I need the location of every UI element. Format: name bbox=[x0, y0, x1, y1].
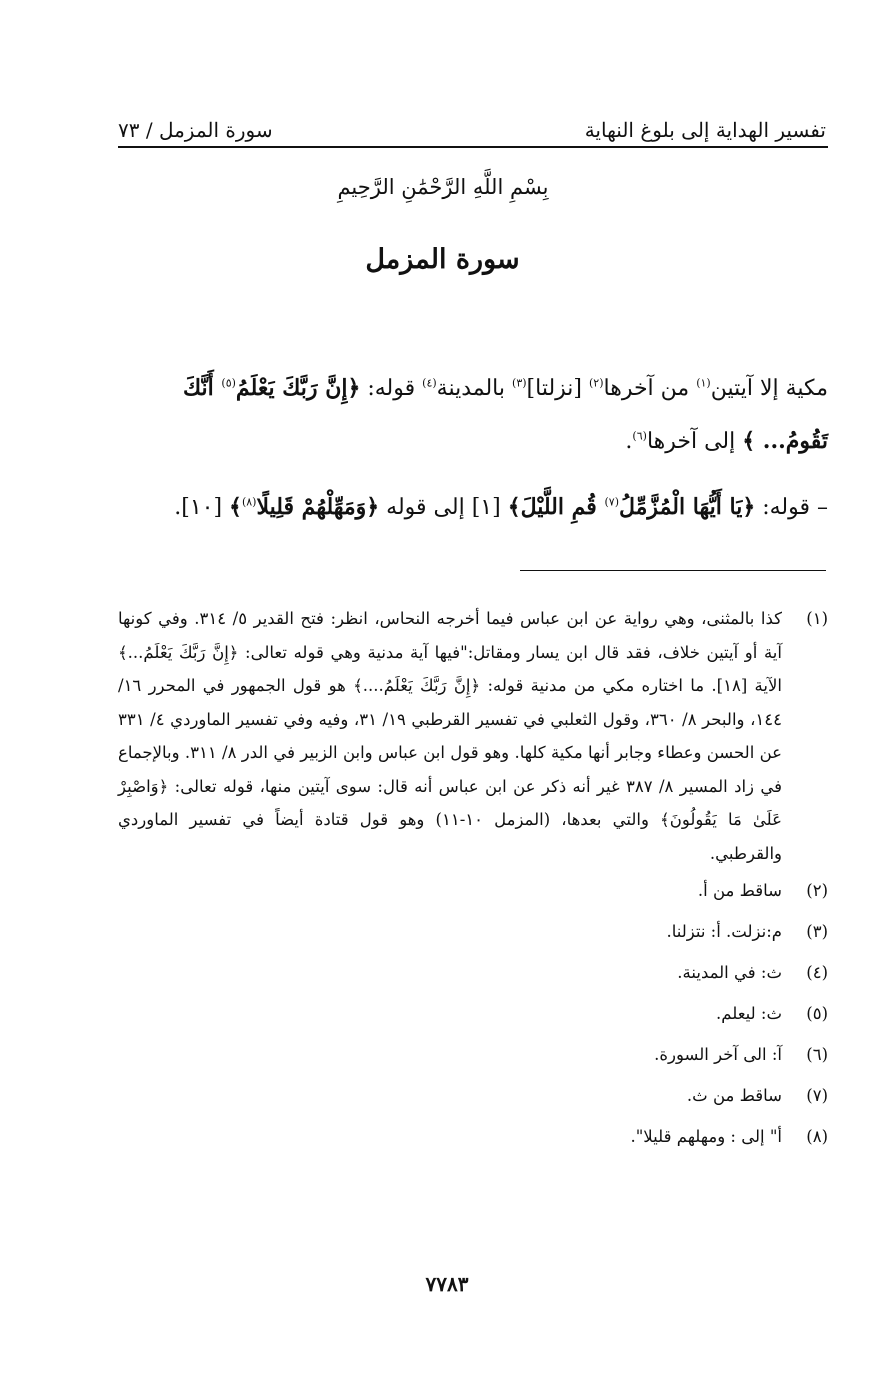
quran-quote: ﴿إِنَّ رَبَّكَ يَعْلَمُ bbox=[235, 375, 361, 401]
footnote-number: (٤) bbox=[806, 963, 828, 982]
footnote-marker: (٦) bbox=[632, 429, 647, 443]
footnote-marker: (٣) bbox=[512, 376, 527, 390]
footnote-text: ساقط من ث. bbox=[686, 1086, 782, 1105]
footnotes bbox=[118, 602, 828, 1157]
footnote-text: آ: الى آخر السورة. bbox=[654, 1045, 782, 1064]
footnote-text: كذا بالمثنى، وهي رواية عن ابن عباس فيما أخرجه النحاس، انظر: فتح القدير ٥/ ٣١٤. وفي كونها آية أو آيتين خلاف، فقد قال ابن يسار ومقاتل:"فيها آية مدنية وهي قوله تعالى: ﴿إِنَّ رَبَّكَ يَعْلَمُ...﴾ الآية [١٨]. ما اختاره مكي من مدنية قوله: ﴿إِنَّ رَبَّكَ يَعْلَمُ....﴾ هو قول الجمهور في المحرر ١٦/ ١٤٤، والبحر ٨/ ٣٦٠، وقول الثعلبي في تفسير القرطبي ١٩/ ٣١، وفيه وفي تفسير الماوردي ٤/ ٣٣١ عن الحسن وعطاء وجابر أنها مكية كلها. وهو قول ابن عباس وابن الزبير في الدر ٨/ ٣١١. وبالإجماع في زاد المسير ٨/ ٣٨٧ غير أنه ذكر عن ابن عباس أنه قال: سوى آيتين منها، قوله تعالى: ﴿وَاصْبِرْ عَلَىٰ مَا يَقُولُونَ﴾ والتي بعدها، (المزمل ١٠-١١) وهو قول قتادة أيضاً في تفسير الماوردي والقرطبي. bbox=[118, 609, 783, 863]
verse-range-text: [١] إلى قوله bbox=[379, 495, 508, 520]
intro-paragraph bbox=[118, 362, 828, 468]
intro-text: إلى آخرها bbox=[646, 429, 743, 454]
footnote-number: (٧) bbox=[806, 1086, 828, 1105]
footnote-marker: (٨) bbox=[241, 495, 257, 509]
footnote-text: ث: في المدينة. bbox=[677, 963, 782, 982]
running-head bbox=[118, 108, 826, 142]
verse-range-text: – قوله: bbox=[755, 495, 828, 520]
intro-text: . bbox=[625, 429, 633, 454]
book-title: تفسير الهداية إلى بلوغ النهاية bbox=[584, 118, 826, 142]
intro-text: بالمدينة bbox=[436, 376, 513, 401]
footnote-item bbox=[118, 1034, 828, 1075]
intro-text: قوله: bbox=[360, 376, 423, 401]
footnote-item bbox=[118, 1075, 828, 1116]
footnote-marker: (٧) bbox=[604, 495, 619, 509]
footnote-item bbox=[118, 870, 828, 911]
intro-text: مكية إلا آيتين bbox=[710, 376, 828, 401]
page-number: ٧٧٨٣ bbox=[425, 1272, 469, 1296]
footnote-divider bbox=[520, 570, 826, 571]
intro-text: [نزلتا] bbox=[526, 376, 589, 401]
footnote-text: أ" إلى : ومهلهم قليلا". bbox=[630, 1127, 782, 1146]
footnote-number: (١) bbox=[806, 609, 828, 628]
footnote-marker: (٥) bbox=[221, 376, 236, 390]
surah-page-label: سورة المزمل / ٧٣ bbox=[118, 118, 273, 142]
footnote-item bbox=[118, 952, 828, 993]
footnote-text: ساقط من أ. bbox=[697, 881, 782, 900]
footnote-number: (٥) bbox=[806, 1004, 828, 1023]
verse-range-line bbox=[118, 485, 828, 530]
basmala: بِسْمِ اللَّهِ الرَّحْمَٰنِ الرَّحِيمِ bbox=[337, 175, 549, 199]
intro-text: من آخرها bbox=[603, 376, 697, 401]
quran-quote: أَنَّكَ تَقُومُ... ﴾ bbox=[182, 375, 828, 454]
quran-quote: قُمِ اللَّيْلَ﴾ bbox=[507, 494, 605, 520]
footnote-text: م:نزلت. أ: نتزلنا. bbox=[666, 922, 782, 941]
footnote-marker: (٢) bbox=[589, 376, 604, 390]
footnote-marker: (١) bbox=[696, 376, 711, 390]
verse-range-text: [١٠]. bbox=[174, 495, 230, 520]
footnote-item bbox=[118, 602, 828, 870]
quran-quote: ﴾ bbox=[229, 494, 242, 520]
footnote-number: (٦) bbox=[806, 1045, 828, 1064]
footnote-text: ث: ليعلم. bbox=[716, 1004, 782, 1023]
surah-title: سورة المزمل bbox=[365, 244, 520, 275]
header-divider bbox=[118, 146, 828, 148]
quran-quote: ﴿وَمَهِّلْهُمْ قَلِيلًا bbox=[256, 494, 380, 520]
footnote-number: (٨) bbox=[806, 1127, 828, 1146]
footnote-number: (٣) bbox=[806, 922, 828, 941]
footnote-item bbox=[118, 911, 828, 952]
footnote-marker: (٤) bbox=[422, 376, 437, 390]
quran-quote: ﴿يَا أَيُّهَا الْمُزَّمِّلُ bbox=[618, 494, 756, 520]
footnote-item bbox=[118, 1116, 828, 1157]
footnote-item bbox=[118, 993, 828, 1034]
footnote-number: (٢) bbox=[806, 881, 828, 900]
